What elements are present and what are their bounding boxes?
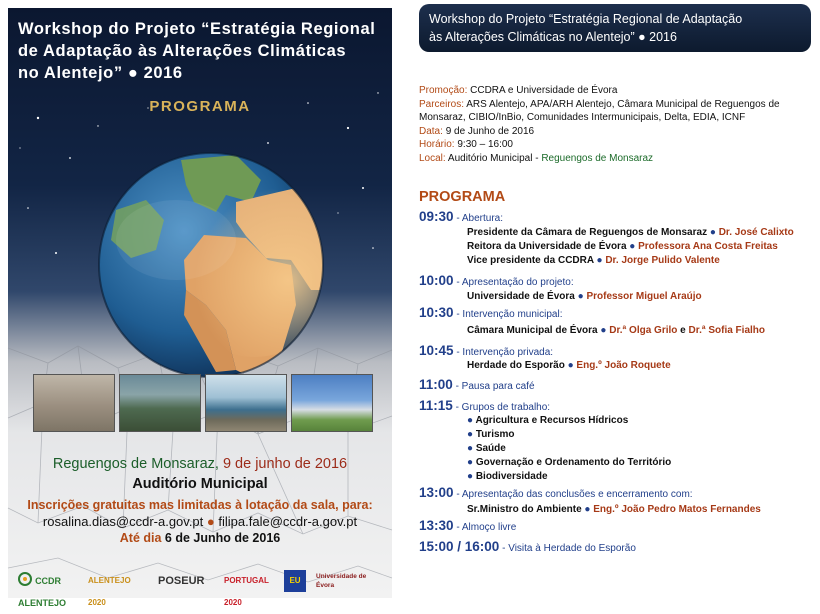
deadline-date: 6 de Junho de 2016 — [164, 531, 281, 545]
banner-line-1: Workshop do Projeto “Estratégia Regional de Adaptação — [429, 12, 743, 26]
info-data — [419, 125, 814, 139]
time: 13:30 — [419, 518, 454, 533]
session-label: - Abertura: — [456, 213, 504, 224]
local-value: Auditório Municipal - — [447, 152, 539, 164]
workshop-title-banner — [419, 4, 811, 52]
speaker-line — [467, 227, 817, 238]
local-label: Local: — [419, 152, 446, 164]
bullet: ● — [709, 227, 716, 238]
horario-value: 9:30 – 16:00 — [457, 139, 513, 151]
time: 10:45 — [419, 343, 454, 358]
session-label: - Intervenção privada: — [456, 347, 554, 358]
logo-alentejo-2020: ALENTEJO 2020 — [88, 576, 131, 607]
local-place: Reguengos de Monsaraz — [541, 152, 654, 164]
poster-programa-heading: PROGRAMA — [149, 98, 251, 115]
bullet: ● — [467, 471, 474, 482]
poster-venue: Auditório Municipal — [132, 476, 268, 492]
time: 15:00 / 16:00 — [419, 539, 500, 554]
data-value: 9 de Junho de 2016 — [445, 125, 535, 137]
horario-label: Horário: — [419, 139, 455, 151]
workgroup-label: Agricultura e Recursos Hídricos — [475, 415, 629, 426]
poster-title-line-1: Workshop do Projeto “Estratégia Regional — [18, 20, 376, 38]
speaker-line — [467, 504, 817, 515]
promocao-value: CCDRA e Universidade de Évora — [470, 85, 618, 96]
bullet: ● — [567, 360, 574, 371]
speaker-name: Professor Miguel Araújo — [586, 291, 702, 302]
workgroup-item — [467, 415, 628, 426]
bullet-separator: ● — [206, 514, 215, 529]
workgroup-item — [467, 429, 515, 440]
speaker-role: Vice presidente da CCDRA — [467, 255, 594, 266]
poster — [8, 8, 392, 608]
schedule-item-apresentacao — [419, 273, 814, 288]
session-label: - Apresentação do projeto: — [456, 277, 574, 288]
workgroup-label: Turismo — [475, 429, 515, 440]
speaker-name: Dr. José Calixto — [718, 227, 794, 238]
speaker-name: Dr.ª Olga Grilo — [609, 325, 678, 336]
poster-title — [18, 18, 388, 84]
promocao-label: Promoção: — [419, 85, 468, 96]
schedule-item-grupos — [419, 398, 814, 413]
info-promocao — [419, 84, 814, 98]
sponsor-logos — [16, 570, 386, 608]
info-parceiros — [419, 98, 814, 112]
time: 10:30 — [419, 305, 454, 320]
bullet: ● — [584, 504, 591, 515]
workgroup-item — [467, 471, 548, 482]
conjunction: e — [680, 325, 686, 336]
poster-deadline — [8, 531, 392, 545]
poster-place-date — [8, 456, 392, 472]
photo-coast — [205, 374, 287, 432]
time: 10:00 — [419, 273, 454, 288]
poster-title-line-2: de Adaptação às Alterações Climáticas — [18, 42, 347, 60]
workgroup-label: Saúde — [475, 443, 506, 454]
logo-portugal-2020: PORTUGAL 2020 — [224, 576, 269, 607]
bullet: ● — [467, 429, 474, 440]
event-info — [419, 84, 814, 166]
poster-title-line-3: no Alentejo” ● 2016 — [18, 64, 183, 82]
bullet: ● — [467, 443, 474, 454]
session-label: - Almoço livre — [456, 522, 517, 533]
parceiros-value-1: ARS Alentejo, APA/ARH Alentejo, Câmara Municipal de Reguengos de — [466, 98, 780, 110]
session-label: - Grupos de trabalho: — [455, 402, 551, 413]
speaker-line — [467, 241, 817, 252]
info-horario — [419, 138, 814, 152]
time: 11:15 — [419, 398, 453, 413]
poster-date: 9 de junho de 2016 — [222, 456, 348, 472]
speaker-role: Herdade do Esporão — [467, 360, 565, 371]
deadline-prefix: Até dia — [119, 531, 162, 545]
logo-universidade-evora: Universidade de Évora — [316, 573, 367, 589]
earth-globe-image — [86, 140, 336, 390]
poster-place: Reguengos de Monsaraz, — [52, 456, 219, 472]
speaker-name: Eng.º João Roquete — [576, 360, 671, 371]
parceiros-label: Parceiros: — [419, 98, 465, 110]
poster-emails — [8, 514, 392, 529]
speaker-line — [467, 291, 817, 302]
logo-eu-flag: EU — [284, 570, 306, 592]
schedule-item-visita — [419, 539, 814, 554]
photo-landscape — [291, 374, 373, 432]
workgroup-item — [467, 443, 506, 454]
speaker-role: Reitora da Universidade de Évora — [467, 241, 627, 252]
time: 11:00 — [419, 377, 453, 392]
email-link-rosalina[interactable]: rosalina.dias@ccdr-a.gov.pt — [42, 514, 204, 529]
schedule-item-abertura — [419, 209, 814, 224]
workgroup-label: Governação e Ordenamento do Território — [475, 457, 672, 468]
logo-ccdr-alentejo: CCDR ALENTEJO — [18, 570, 78, 592]
schedule-item-pausa — [419, 377, 814, 392]
poster-registration-note: Inscrições gratuitas mas limitadas à lotação da sala, para: — [27, 498, 373, 512]
parceiros-value-2: Monsaraz, CIBIO/InBio, Comunidades Intermunicipais, Delta, EDIA, ICNF — [419, 112, 746, 124]
bullet: ● — [467, 415, 474, 426]
session-label: - Intervenção municipal: — [456, 309, 563, 320]
workgroup-label: Biodiversidade — [475, 471, 548, 482]
speaker-line — [467, 360, 817, 371]
speaker-line — [467, 325, 817, 336]
photo-strip — [33, 374, 373, 434]
workgroup-item — [467, 457, 671, 468]
schedule-item-conclusoes — [419, 485, 814, 500]
schedule-item-intervencao-municipal — [419, 305, 814, 320]
speaker-name: Dr. Jorge Pulido Valente — [605, 255, 720, 266]
speaker-role: Universidade de Évora — [467, 291, 575, 302]
speaker-role: Câmara Municipal de Évora — [467, 325, 598, 336]
bullet: ● — [577, 291, 584, 302]
bullet: ● — [629, 241, 636, 252]
speaker-name: Professora Ana Costa Freitas — [638, 241, 778, 252]
bullet: ● — [596, 255, 603, 266]
logo-poseur: POSEUR — [158, 575, 205, 587]
session-label: - Apresentação das conclusões e encerramento com: — [456, 489, 693, 500]
schedule-item-intervencao-privada — [419, 343, 814, 358]
bullet: ● — [600, 325, 607, 336]
session-label: - Visita à Herdade do Esporão — [502, 543, 636, 554]
speaker-name: Dr.ª Sofia Fialho — [688, 325, 766, 336]
photo-river — [119, 374, 201, 432]
speaker-name: Eng.º João Pedro Matos Fernandes — [593, 504, 761, 515]
programa-heading: PROGRAMA — [419, 189, 506, 205]
speaker-role: Sr.Ministro do Ambiente — [467, 504, 582, 515]
email-link-filipa[interactable]: filipa.fale@ccdr-a.gov.pt — [218, 514, 358, 529]
schedule-item-almoco — [419, 518, 814, 533]
speaker-line — [467, 255, 817, 266]
banner-line-2: às Alterações Climáticas no Alentejo” ● 2016 — [429, 30, 677, 44]
time: 09:30 — [419, 209, 454, 224]
bullet: ● — [467, 457, 474, 468]
data-label: Data: — [419, 125, 443, 137]
photo-dry-soil — [33, 374, 115, 432]
time: 13:00 — [419, 485, 454, 500]
info-local — [419, 152, 814, 166]
speaker-role: Presidente da Câmara de Reguengos de Monsaraz — [467, 227, 708, 238]
session-label: - Pausa para café — [455, 381, 535, 392]
